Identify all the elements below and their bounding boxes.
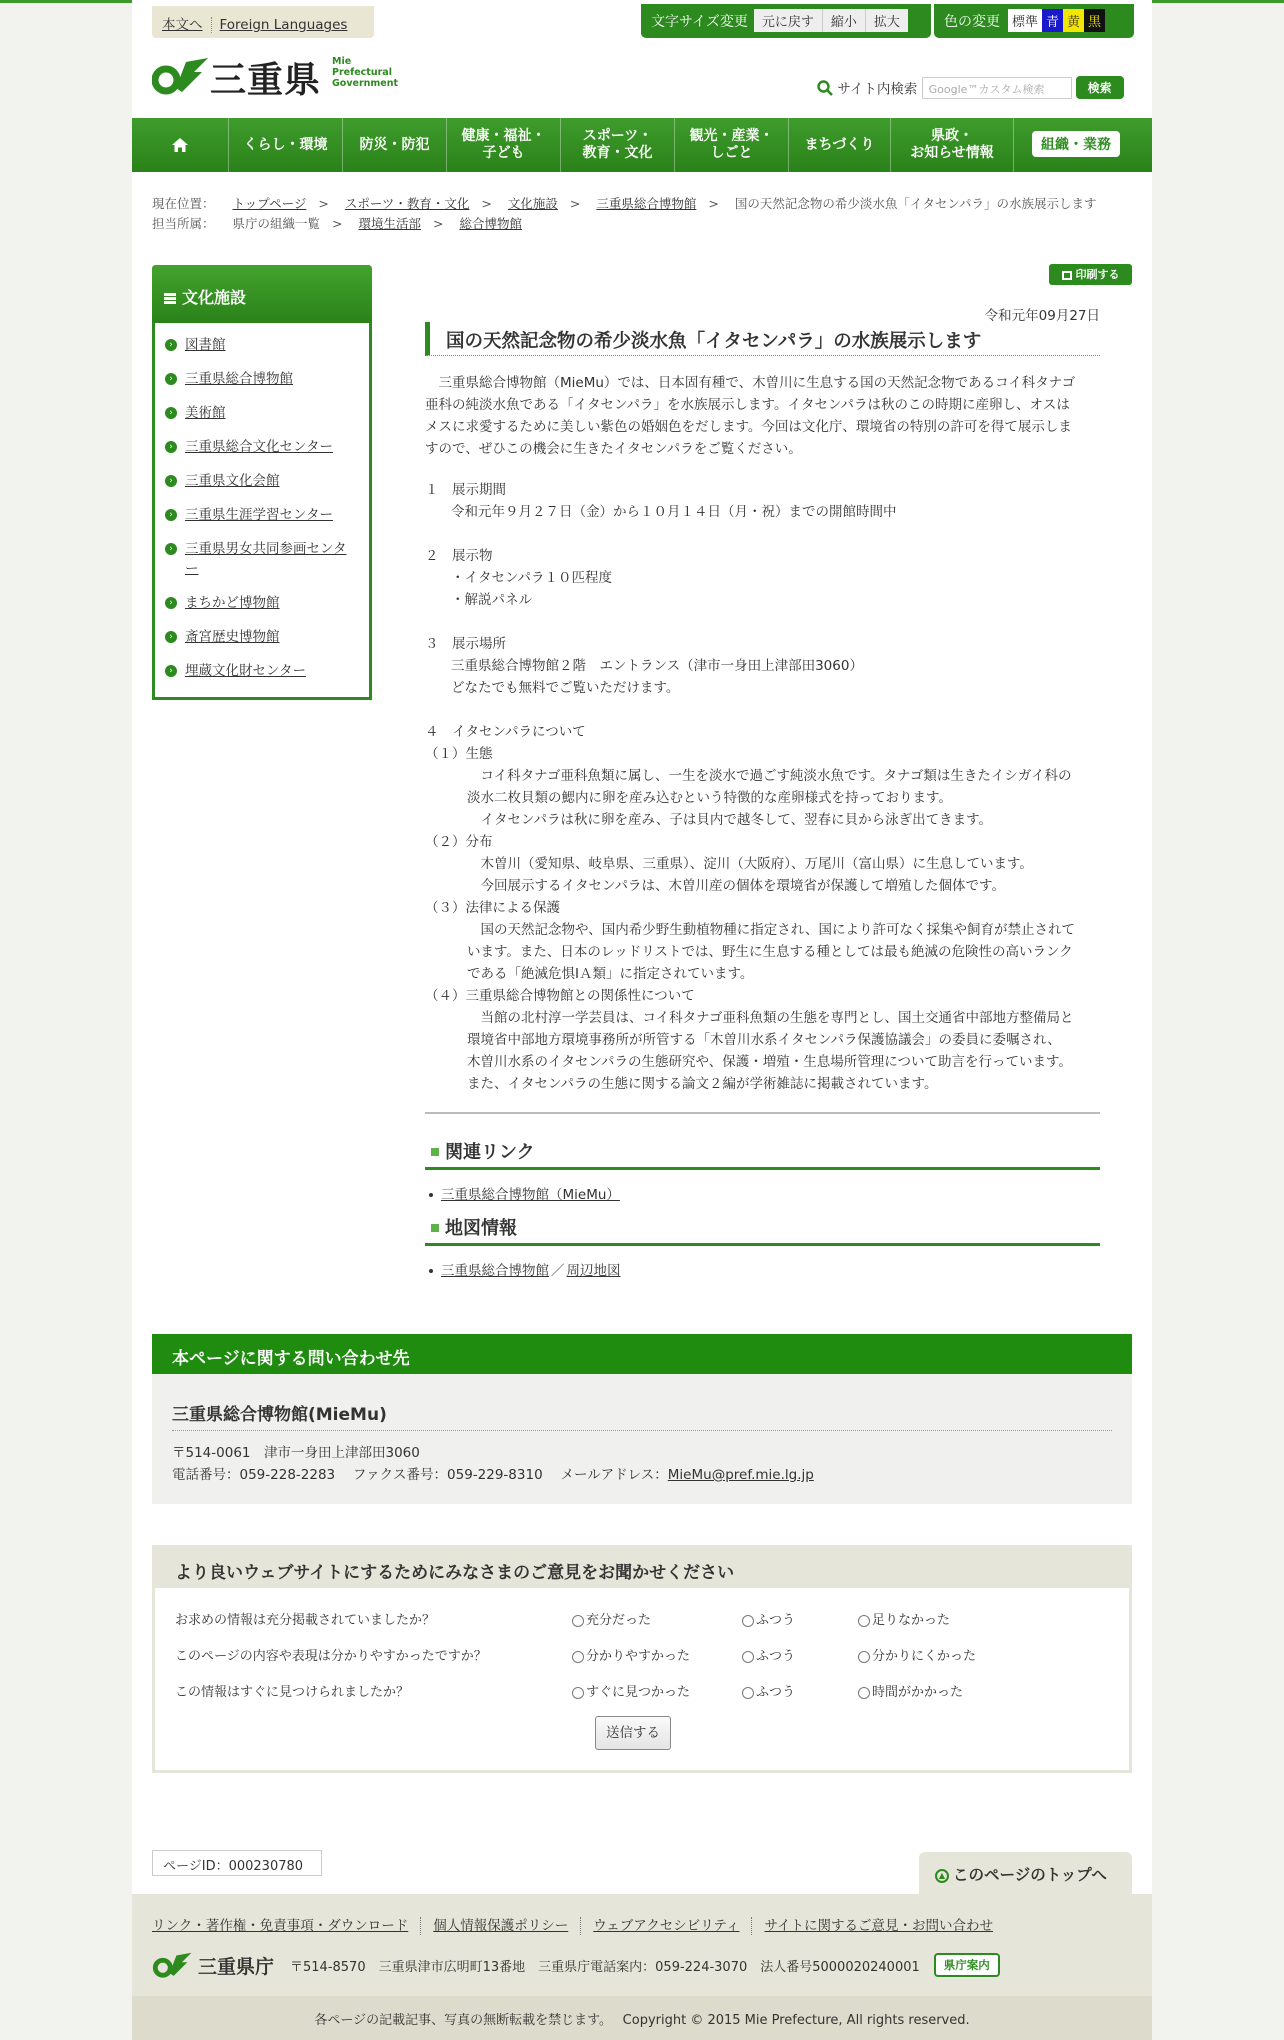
feedback-survey xyxy=(152,1545,1132,1773)
nav-kenko[interactable]: 健康・福祉・ 子ども xyxy=(446,118,560,172)
nav-soshiki-button[interactable]: 組織・業務 xyxy=(1032,131,1120,157)
contact-phone: 電話番号：059-228-2283 ファクス番号：059-229-8310 メールアドレス： xyxy=(172,1467,668,1483)
color-label: 色の変更 xyxy=(944,13,1000,30)
chevron-right-icon: › xyxy=(165,509,177,521)
divider xyxy=(211,17,212,33)
sidebar-item[interactable]: › 図書館 xyxy=(155,335,369,369)
search-button[interactable]: 検索 xyxy=(1076,76,1124,99)
survey-option[interactable]: ふつう xyxy=(742,1645,795,1664)
copyright: 各ページの記載記事、写真の無断転載を禁じます。 Copyright © 2015 Mie Prefecture, All rights reserved. xyxy=(132,1996,1152,2040)
survey-option[interactable]: 充分だった xyxy=(572,1609,651,1628)
square-bullet-icon xyxy=(431,1148,439,1156)
subsection-heading: （２）分布 xyxy=(425,834,493,850)
survey-option[interactable]: 分かりにくかった xyxy=(858,1645,976,1664)
related-links-heading: 関連リンク xyxy=(425,1130,1100,1170)
dept-item[interactable]: 総合博物館 xyxy=(459,216,522,231)
sidebar-item[interactable]: › 三重県文化会館 xyxy=(155,471,369,505)
font-reset-button[interactable]: 元に戻す xyxy=(754,9,822,32)
footer-address: 〒514-8570 三重県津市広明町13番地 三重県庁電話案内：059-224-3070 法人番号5000020240001 xyxy=(290,1959,920,1975)
radio-button[interactable] xyxy=(858,1687,870,1699)
font-small-button[interactable]: 縮小 xyxy=(822,9,865,32)
nav-kensei[interactable]: 県政・ お知らせ情報 xyxy=(890,118,1014,172)
chevron-right-icon: › xyxy=(165,665,177,677)
sidebar-item[interactable]: › 斎宮歴史博物館 xyxy=(155,627,369,661)
chevron-right-icon: › xyxy=(165,597,177,609)
section-heading: １ 展示期間 xyxy=(425,482,506,498)
radio-button[interactable] xyxy=(858,1651,870,1663)
survey-option[interactable]: 足りなかった xyxy=(858,1609,950,1628)
radio-button[interactable] xyxy=(858,1615,870,1627)
survey-option[interactable]: 分かりやすかった xyxy=(572,1645,690,1664)
color-controls xyxy=(934,4,1134,38)
sidebar-item[interactable]: › まちかど博物館 xyxy=(155,593,369,627)
survey-option[interactable]: すぐに見つかった xyxy=(572,1681,690,1700)
sidebar-item[interactable]: › 三重県生涯学習センター xyxy=(155,505,369,539)
breadcrumb-item[interactable]: 三重県総合博物館 xyxy=(596,196,697,211)
sidebar-item[interactable]: › 埋蔵文化財センター xyxy=(155,661,369,695)
radio-button[interactable] xyxy=(572,1687,584,1699)
square-bullet-icon xyxy=(431,1224,439,1232)
breadcrumb-current: 国の天然記念物の希少淡水魚「イタセンパラ」の水族展示します xyxy=(734,196,1097,211)
survey-question: この情報はすぐに見つけられましたか？ xyxy=(175,1685,410,1700)
color-yellow-button[interactable]: 黄 xyxy=(1063,9,1084,32)
radio-button[interactable] xyxy=(742,1651,754,1663)
page-title: 国の天然記念物の希少淡水魚「イタセンパラ」の水族展示します xyxy=(425,322,1100,356)
survey-title: より良いウェブサイトにするためにみなさまのご意見をお聞かせください xyxy=(155,1548,1129,1588)
nav-bousai[interactable]: 防災・防犯 xyxy=(342,118,446,172)
divider xyxy=(172,1430,1112,1431)
breadcrumb-item[interactable]: 文化施設 xyxy=(507,196,558,211)
article-body: 三重県総合博物館（MieMu）では、日本固有種で、木曽川に生息する国の天然記念物であるコイ科タナゴ 亜科の純淡水魚である「イタセンパラ」を水族展示します。イタセンパラは秋のこの時期に産卵し、オスは メスに求愛するために美しい紫色の婚姻色をだします。今回は文化庁、環境省の特別の許可を得て展示しま すので、ぜひこの機会に生きたイタセンパラをご覧ください。 １ 展示期間 令和元年９月２７日（金）から１０月１４日（月・祝）までの開館時間中 ２ 展示物 ・イタセンパラ１０匹程度 ・解説パネル ３ 展示場所 三重県総合博物館２階 エントランス（津市一身田上津部田3060） どなたでも無料でご覧いただけます。 ４ イタセンパラについて （１）生態 コイ科タナゴ亜科魚類に属し、一生を淡水で過ごす純淡水魚です。タナゴ類は生きたイシガイ科の 淡水二枚貝類の鰓内に卵を産み込むという特徴的な産卵様式を持っております。 イタセンパラは秋に卵を産み、子は貝内で越冬して、翌春に貝から泳ぎ出てきます。 （２）分布 木曽川（愛知県、岐阜県、三重県）、淀川（大阪府）、万尾川（富山県）に生息しています。 今回展示するイタセンパラは、木曽川産の個体を環境省が保護して増殖した個体です。 （３）法律による保護 国の天然記念物や、国内希少野生動植物種に指定され、国により許可なく採集や飼育が禁止されて います。また、日本のレッドリストでは、野生に生息する種としては最も絶滅の危険性の高いランク である「絶滅危惧ⅠＡ類」に指定されています。 （４）三重県総合博物館との関係性について 当館の北村淳一学芸員は、コイ科タナゴ亜科魚類の生態を専門とし、国土交通省中部地方整備局と 環境省中部地方環境事務所が所管する「木曽川水系イタセンパラ保護協議会」の委員に委嘱され、 木曽川水系のイタセンパラの生態研究や、保護・増殖・生息場所管理について助言を行っています。 また、イタセンパラの生態に関する論文２編が学術雑誌に掲載されています。 xyxy=(425,372,1105,1095)
survey-option[interactable]: ふつう xyxy=(742,1609,795,1628)
font-size-label: 文字サイズ変更 xyxy=(651,13,748,30)
section-heading: ３ 展示場所 xyxy=(425,636,506,652)
map-link-museum[interactable]: 三重県総合博物館 xyxy=(441,1263,549,1279)
chevron-up-icon: ▲ xyxy=(935,1869,949,1883)
page-id: ページID：000230780 xyxy=(152,1850,322,1876)
mie-logo-icon xyxy=(152,54,210,98)
nav-kurashi[interactable]: くらし・環境 xyxy=(228,118,342,172)
contact-details xyxy=(172,1442,814,1486)
site-logo[interactable] xyxy=(152,52,412,102)
logo-english: Mie Prefectural Government xyxy=(332,56,399,89)
printer-icon xyxy=(1062,271,1072,280)
contact-name: 三重県総合博物館(MieMu) xyxy=(172,1405,387,1425)
sidebar-item[interactable]: › 美術館 xyxy=(155,403,369,437)
radio-button[interactable] xyxy=(572,1651,584,1663)
survey-option[interactable]: ふつう xyxy=(742,1681,795,1700)
breadcrumb: 現在位置： トップページ > スポーツ・教育・文化 > 文化施設 > 三重県総合博物館 > 国の天然記念物の希少淡水魚「イタセンパラ」の水族展示します 担当所属： 県庁の組織一覧 > 環境生活部 > 総合博物館 xyxy=(152,196,1097,231)
radio-button[interactable] xyxy=(572,1615,584,1627)
survey-question-row xyxy=(175,1609,1115,1628)
survey-question-row xyxy=(175,1645,1115,1664)
menu-icon xyxy=(164,293,176,304)
footer-info xyxy=(152,1950,1000,1980)
radio-button[interactable] xyxy=(742,1687,754,1699)
contact-email-link[interactable]: MieMu@pref.mie.lg.jp xyxy=(667,1467,814,1483)
chevron-right-icon: › xyxy=(165,373,177,385)
home-icon xyxy=(171,137,189,153)
chevron-right-icon: › xyxy=(165,441,177,453)
footer xyxy=(132,1894,1152,1996)
global-navigation xyxy=(132,118,1152,172)
dept-item[interactable]: 環境生活部 xyxy=(358,216,421,231)
color-blue-button[interactable]: 青 xyxy=(1042,9,1063,32)
footer-link[interactable]: リンク・著作権・免責事項・ダウンロード xyxy=(152,1918,409,1934)
subsection-heading: （３）法律による保護 xyxy=(425,900,560,916)
section-heading: ２ 展示物 xyxy=(425,548,493,564)
nav-machizukuri[interactable]: まちづくり xyxy=(788,118,890,172)
site-search xyxy=(817,76,1137,100)
sidebar xyxy=(152,265,372,700)
map-link-item: 三重県総合博物館 ／ 周辺地図 xyxy=(425,1259,621,1279)
subsection-heading: （４）三重県総合博物館との関係性について xyxy=(425,988,695,1004)
breadcrumb-item[interactable]: スポーツ・教育・文化 xyxy=(344,196,470,211)
breadcrumb-item[interactable]: トップページ xyxy=(232,196,307,211)
chevron-right-icon: › xyxy=(165,407,177,419)
color-standard-button[interactable]: 標準 xyxy=(1008,9,1042,32)
survey-question: このページの内容や表現は分かりやすかったですか？ xyxy=(175,1649,487,1664)
search-input[interactable]: Google™カスタム検索 xyxy=(922,77,1072,99)
search-icon xyxy=(817,80,833,96)
related-link[interactable]: 三重県総合博物館（MieMu） xyxy=(441,1187,620,1203)
font-large-button[interactable]: 拡大 xyxy=(865,9,908,32)
dept-label: 担当所属： xyxy=(152,216,215,231)
contact-box xyxy=(152,1334,1132,1504)
nav-kanko[interactable]: 観光・産業・ しごと xyxy=(674,118,788,172)
sidebar-item[interactable]: › 三重県男女共同参画センター xyxy=(155,539,369,593)
footer-logo-text: 三重県庁 xyxy=(198,1955,275,1978)
survey-question: お求めの情報は充分掲載されていましたか？ xyxy=(175,1613,436,1628)
contact-address: 〒514-0061 津市一身田上津部田3060 xyxy=(172,1445,420,1461)
nav-sports[interactable]: スポーツ・ 教育・文化 xyxy=(560,118,674,172)
sidebar-item[interactable]: › 三重県総合文化センター xyxy=(155,437,369,471)
footer-link[interactable]: ウェブアクセシビリティ xyxy=(593,1918,740,1934)
publish-date: 令和元年09月27日 xyxy=(984,308,1100,324)
map-link-surrounding[interactable]: 周辺地図 xyxy=(566,1263,621,1279)
font-size-controls xyxy=(641,4,931,38)
logo-text: 三重県 xyxy=(210,60,322,101)
search-label: サイト内検索 xyxy=(837,81,918,98)
section-heading: ４ イタセンパラについて xyxy=(425,724,586,740)
chevron-right-icon: › xyxy=(165,339,177,351)
sidebar-item[interactable]: › 三重県総合博物館 xyxy=(155,369,369,403)
chevron-right-icon: › xyxy=(165,543,177,555)
breadcrumb-label: 現在位置： xyxy=(152,196,215,211)
back-to-top-button[interactable]: ▲ このページのトップへ xyxy=(919,1852,1132,1894)
chevron-right-icon: › xyxy=(165,631,177,643)
color-black-button[interactable]: 黒 xyxy=(1084,9,1105,32)
subsection-heading: （１）生態 xyxy=(425,746,493,762)
chevron-right-icon: › xyxy=(165,475,177,487)
survey-question-row xyxy=(175,1681,1115,1700)
mie-logo-icon xyxy=(152,1950,194,1980)
skip-to-content-link[interactable]: 本文へ xyxy=(162,17,203,33)
divider xyxy=(425,1112,1100,1114)
nav-home[interactable] xyxy=(132,118,228,172)
footer-links xyxy=(152,1914,993,1935)
page-wrapper xyxy=(132,0,1152,2040)
language-bar xyxy=(152,6,374,38)
map-info-heading: 地図情報 xyxy=(425,1206,1100,1246)
office-guide-button[interactable]: 県庁案内 xyxy=(934,1953,1000,1977)
sidebar-title: 文化施設 xyxy=(152,265,372,323)
contact-title: 本ページに関する問い合わせ先 xyxy=(152,1334,1132,1374)
footer-link[interactable]: 個人情報保護ポリシー xyxy=(433,1918,569,1934)
footer-link[interactable]: サイトに関するご意見・お問い合わせ xyxy=(764,1918,994,1934)
print-button[interactable]: 印刷する xyxy=(1049,264,1132,285)
survey-option[interactable]: 時間がかかった xyxy=(858,1681,963,1700)
submit-button[interactable]: 送信する xyxy=(595,1716,671,1750)
dept-item: 県庁の組織一覧 xyxy=(232,216,321,231)
foreign-languages-link[interactable]: Foreign Languages xyxy=(219,17,348,33)
related-link-item xyxy=(425,1183,620,1203)
radio-button[interactable] xyxy=(742,1615,754,1627)
